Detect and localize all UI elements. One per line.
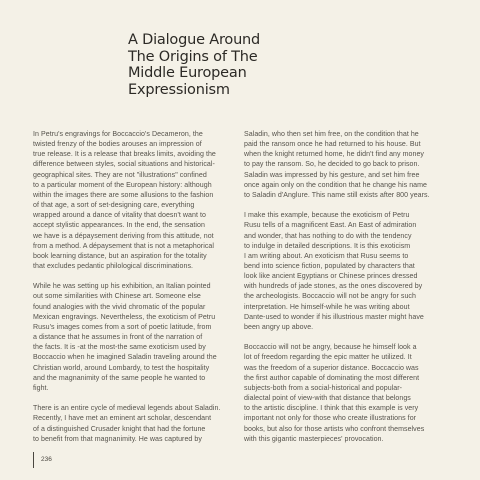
paragraph [244,343,454,445]
text-line: Saladin was impressed by his gesture, and set him free [244,171,420,179]
text-line: Rusu tells of a magnificent East. An East of admiration [244,222,417,230]
text-line: bend into science fiction, populated by characters that [244,263,415,271]
text-line: Recently, I have met an eminent art scholar, descendant [33,415,212,423]
text-line: Dante-used to wonder if his illustrious master might have [244,313,424,321]
text-line: we have is a dépaysement deriving from this attitude, not [33,232,214,240]
text-line: books, but also for those artists who confront themselves [244,425,425,433]
text-line: true release. It is a release that breaks limits, avoiding the [33,151,216,159]
text-line: wrapped around a dance of vitality that doesn't want to [33,212,206,220]
title-line: The Origins of The [128,48,258,65]
text-line: important not only for those who create illustrations for [244,415,417,423]
text-line: geographical sites. They are not "illustrations" confined [33,171,207,179]
text-line: within the images there are some allusions to the fashion [33,191,214,199]
text-line: and the magnanimity of the same people he wanted to [33,374,206,382]
text-line: once again only on the condition that he change his name [244,181,428,189]
text-line: was the freedom of a superior distance. Boccaccio was [244,364,419,372]
chapter-title [128,32,328,98]
text-line: of that age, a sort of set-designing care, everything [33,202,195,210]
text-line: interpretation. He himself-while he was writing about [244,303,410,311]
paragraph [33,282,241,394]
text-line: that excludes pedantic philological discriminations. [33,263,194,271]
text-line: been angry up above. [244,323,314,331]
text-line: Rusu's images comes from a sort of poetic latitude, from [33,323,212,331]
text-line: from a method. A dépaysement that is not a metaphorical [33,242,214,250]
text-line: Boccaccio will not be angry, because he himself look a [244,344,417,352]
text-line: difference between styles, social situations and historical- [33,161,215,169]
page-number: 236 [33,452,52,468]
text-line: lot of freedom regarding the epic matter he utilized. It [244,354,412,362]
text-line: to benefit from that magnanimity. He was captured by [33,435,202,443]
text-line: found analogies with the vivid chromatic of the popular [33,303,206,311]
paragraph [244,211,454,333]
text-line: I make this example, because the exoticism of Petru [244,212,410,220]
text-line: to a particular moment of the European history: although [33,181,212,189]
title-line: Middle European [128,65,247,81]
right-text-column [244,130,454,455]
text-line: the facts. It is -at the most-the same exoticism used by [33,344,206,352]
text-line: Mexican engravings. Nevertheless, the exoticism of Petru [33,313,216,321]
text-line: the archeologists. Boccaccio will not be angry for such [244,293,416,301]
text-line: paid the ransom once he had returned to his house. But [244,141,421,149]
paragraph [33,130,241,272]
text-line: subjects-both from a social-historical and popular- [244,384,403,392]
text-line: with hundreds of jade stones, as the ones discovered by [244,283,423,291]
text-line: accept stylistic appearances. In the end, the sensation [33,222,205,230]
text-line: to pay the ransom. So, he decided to go back to prison. [244,161,420,169]
text-line: out some similarities with Chinese art. Someone else [33,293,201,301]
text-line: I am writing about. An exoticism that Rusu seems to [244,252,409,260]
text-line: of a distinguished Crusader knight that had the fortune [33,425,206,433]
title-line: Expressionism [128,81,230,98]
text-line: Boccaccio when he imagined Saladin traveling around the [33,354,217,362]
text-line: with this gigantic masterpieces' provocation. [244,435,384,443]
text-line: dialectal point of view-with that distance that belongs [244,395,411,403]
text-line: While he was setting up his exhibition, an Italian pointed [33,283,211,291]
text-line: look like ancient Egyptians or Chinese princes dressed [244,273,418,281]
paragraph [244,130,454,201]
paragraph [33,404,241,445]
text-line: and wonder, that has nothing to do with the tendency [244,232,412,240]
text-line: twisted frenzy of the bodies arouses an impression of [33,141,202,149]
text-line: In Petru's engravings for Boccaccio's Decameron, the [33,131,203,138]
text-line: fight. [33,384,49,392]
text-line: to the artistic discipline. I think that this example is very [244,405,419,413]
left-text-column [33,130,241,455]
title-line: A Dialogue Around [128,32,261,48]
text-line: book learning distance, but an aspiration for the totality [33,252,207,260]
text-line: when the knight returned home, he didn't find any money [244,151,424,159]
text-line: to indulge in detailed descriptions. It is this exoticism [244,242,411,250]
text-line: Christian world, around Lombardy, to test the hospitality [33,364,210,372]
text-line: a distance that he assumes in front of the narration of [33,334,203,342]
text-line: Saladin, who then set him free, on the condition that he [244,131,419,138]
text-line: to Saladin d'Anglure. This name still exists after 800 years. [244,191,430,199]
text-line: the first author capable of dominating the most different [244,374,420,382]
text-line: There is an entire cycle of medieval legends about Saladin. [33,405,221,413]
